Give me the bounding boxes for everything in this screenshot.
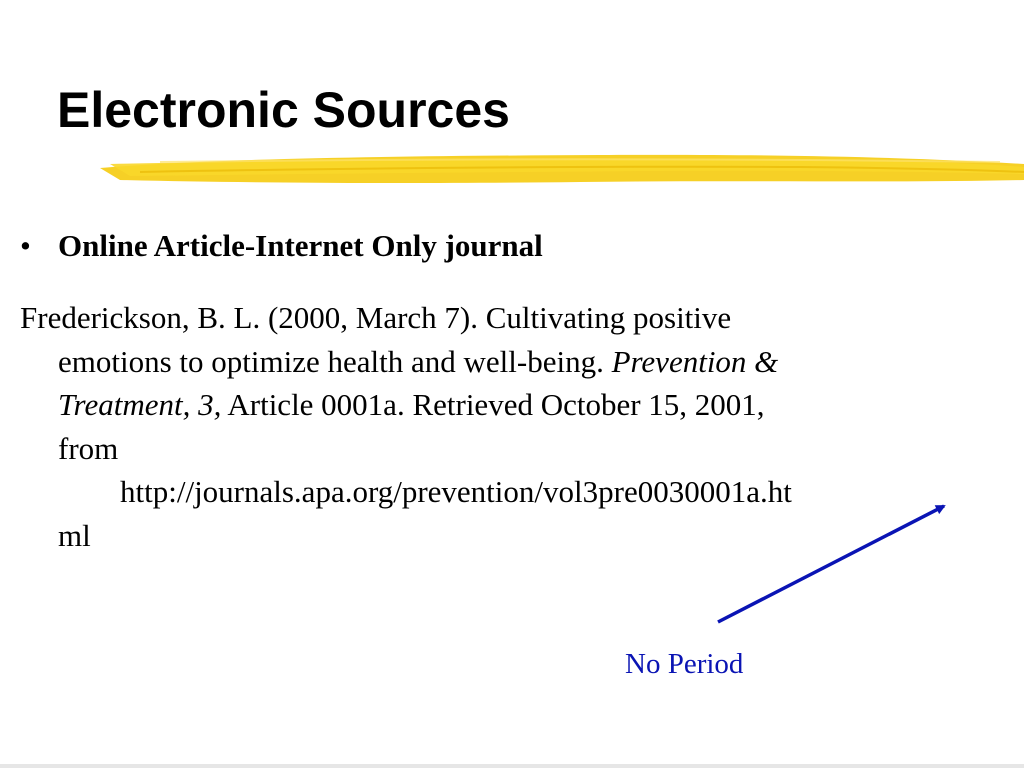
citation-article-title: emotions to optimize health and well-being. — [58, 343, 612, 379]
citation-url: http://journals.apa.org/prevention/vol3pre0030001a.ht — [120, 474, 792, 509]
slide-title: Electronic Sources — [57, 82, 510, 138]
citation-journal-volume: Treatment, 3, — [58, 387, 222, 422]
citation-journal-name: Prevention & — [611, 343, 779, 379]
citation-line-1: Frederickson, B. L. (2000, March 7). Cultivating positive — [20, 300, 732, 335]
citation-retrieval: Article 0001a. Retrieved October 15, 2001, — [221, 387, 765, 422]
bottom-divider — [0, 764, 1024, 768]
citation-line-4: from — [58, 430, 119, 466]
bullet-text: Online Article-Internet Only journal — [58, 228, 543, 263]
annotation-label: No Period — [625, 648, 744, 680]
bullet-symbol: • — [20, 228, 31, 263]
citation-url-end: ml — [58, 517, 91, 553]
